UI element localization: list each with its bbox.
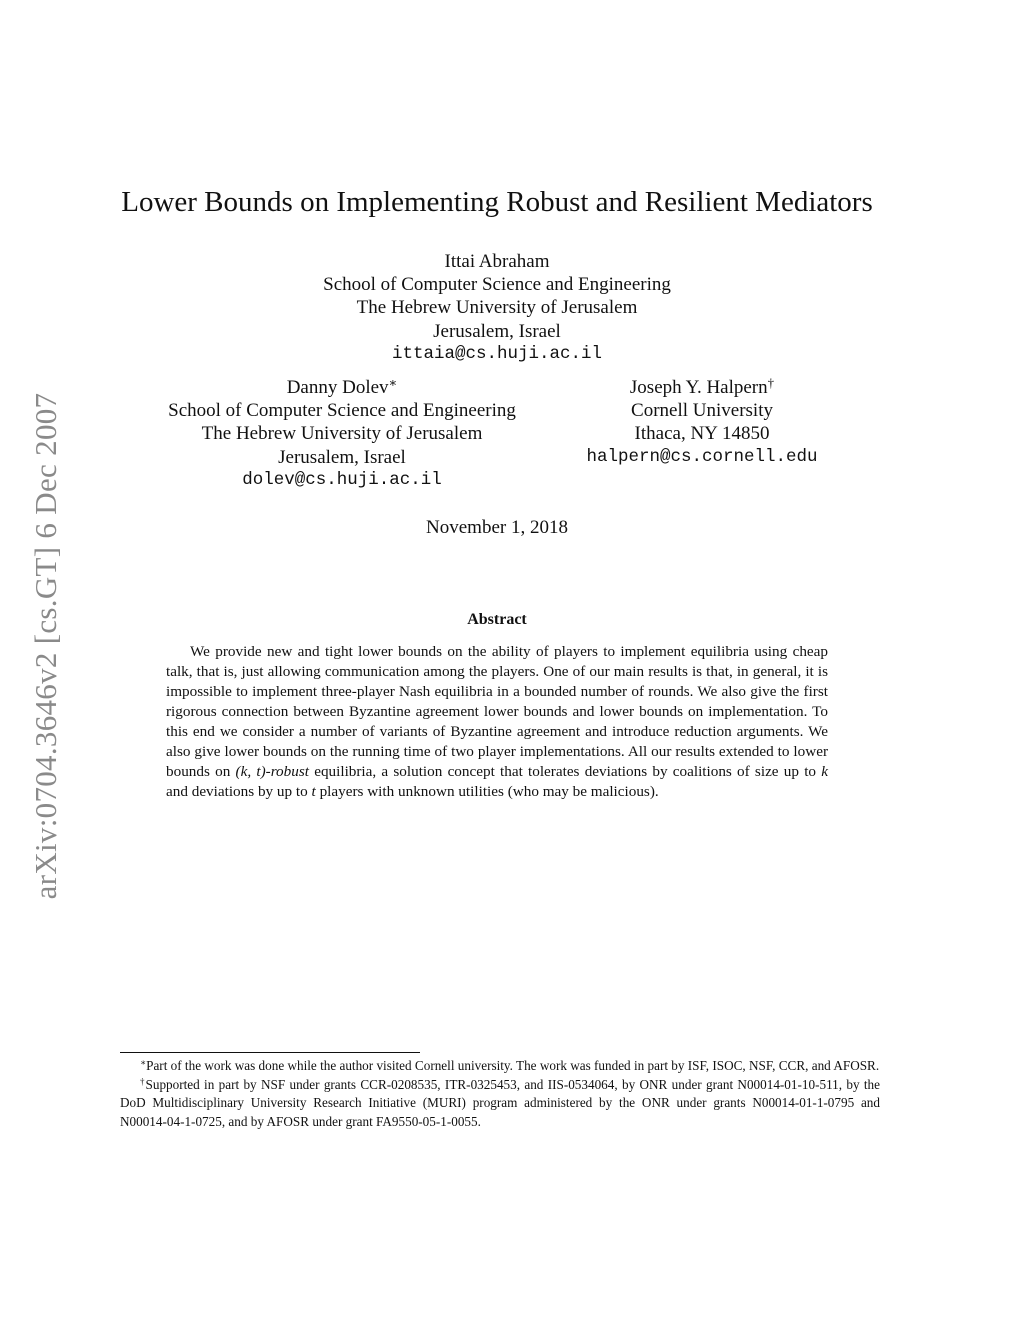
author-name: Ittai Abraham bbox=[444, 251, 550, 272]
math-kt: (k, t) bbox=[235, 763, 266, 780]
author-name: Joseph Y. Halpern bbox=[629, 377, 768, 398]
author-email: dolev@cs.huji.ac.il bbox=[242, 469, 442, 490]
abstract-heading: Abstract bbox=[467, 611, 527, 628]
footnote-marker: † bbox=[140, 1076, 146, 1087]
author-affiliation-line: School of Computer Science and Engineering bbox=[323, 274, 671, 296]
author-name-line bbox=[552, 376, 852, 399]
arxiv-side-stamp: arXiv:0704.3646v2 [cs.GT] 6 Dec 2007 bbox=[28, 392, 63, 900]
robust-term: -robust bbox=[265, 763, 309, 780]
math-k: k bbox=[821, 763, 828, 780]
author-block-halpern bbox=[552, 376, 852, 469]
author-affiliation-line: The Hebrew University of Jerusalem bbox=[201, 423, 483, 445]
footnote-marker: ∗ bbox=[388, 375, 398, 391]
author-name: Danny Dolev bbox=[286, 377, 389, 398]
author-email: halpern@cs.cornell.edu bbox=[586, 446, 818, 467]
math-t: t bbox=[311, 783, 316, 800]
author-affiliation-line: Cornell University bbox=[631, 400, 773, 422]
footnote-rule bbox=[120, 1052, 420, 1053]
abstract-text: and deviations by up to bbox=[166, 783, 312, 800]
abstract-text: players with unknown utilities (who may be malicious). bbox=[315, 783, 659, 800]
footnote-marker: † bbox=[767, 375, 775, 391]
paper-title: Lower Bounds on Implementing Robust and Resilient Mediators bbox=[121, 186, 873, 218]
author-block-abraham bbox=[0, 250, 994, 366]
author-block-dolev bbox=[142, 376, 542, 492]
author-email: ittaia@cs.huji.ac.il bbox=[391, 343, 603, 364]
footnote-marker: ∗ bbox=[140, 1057, 147, 1068]
footnote-text: Supported in part by NSF under grants CCR-0208535, ITR-0325453, and IIS-0534064, by ONR under grant N00014-01-10-511, by the DoD Multidisciplinary University Research Initiative (MURI) program administered by the ONR under grants N00014-01-1-0795 and N00014-04-1-0725, and by AFOSR under grant FA9550-05-1-0055. bbox=[120, 1076, 881, 1129]
author-affiliation-line: Jerusalem, Israel bbox=[433, 320, 561, 342]
footnote-text: Part of the work was done while the author visited Cornell university. The work was funded in part by ISF, ISOC, NSF, CCR, and AFOSR. bbox=[146, 1058, 880, 1073]
author-affiliation-line: The Hebrew University of Jerusalem bbox=[356, 297, 638, 319]
abstract-body bbox=[166, 642, 828, 802]
abstract-text: equilibria, a solution concept that tolerates deviations by coalitions of size up to bbox=[308, 763, 822, 780]
author-affiliation-line: School of Computer Science and Engineering bbox=[168, 400, 516, 422]
author-affiliation-line: Jerusalem, Israel bbox=[278, 446, 406, 468]
footnote bbox=[120, 1057, 880, 1076]
author-name-line bbox=[142, 376, 542, 399]
author-affiliation-line: Ithaca, NY 14850 bbox=[634, 423, 770, 445]
footnote bbox=[120, 1076, 880, 1132]
abstract-paragraph bbox=[166, 642, 828, 802]
footnotes bbox=[120, 1057, 880, 1131]
abstract-text: We provide new and tight lower bounds on the ability of players to implement equilibria using cheap talk, that is, just allowing communication among the players. One of our main results is that, in general, it is impossible to implement three-player Nash equilibria in a bounded number of rounds. We also give the first rigorous connection between Byzantine agreement lower bounds and lower bounds on implementation. To this end we consider a number of variants of Byzantine agreement and introduce reduction arguments. We also give lower bounds on the running time of two player implementations. All our results extended to lower bounds on bbox=[166, 643, 828, 780]
paper-date: November 1, 2018 bbox=[426, 517, 568, 538]
